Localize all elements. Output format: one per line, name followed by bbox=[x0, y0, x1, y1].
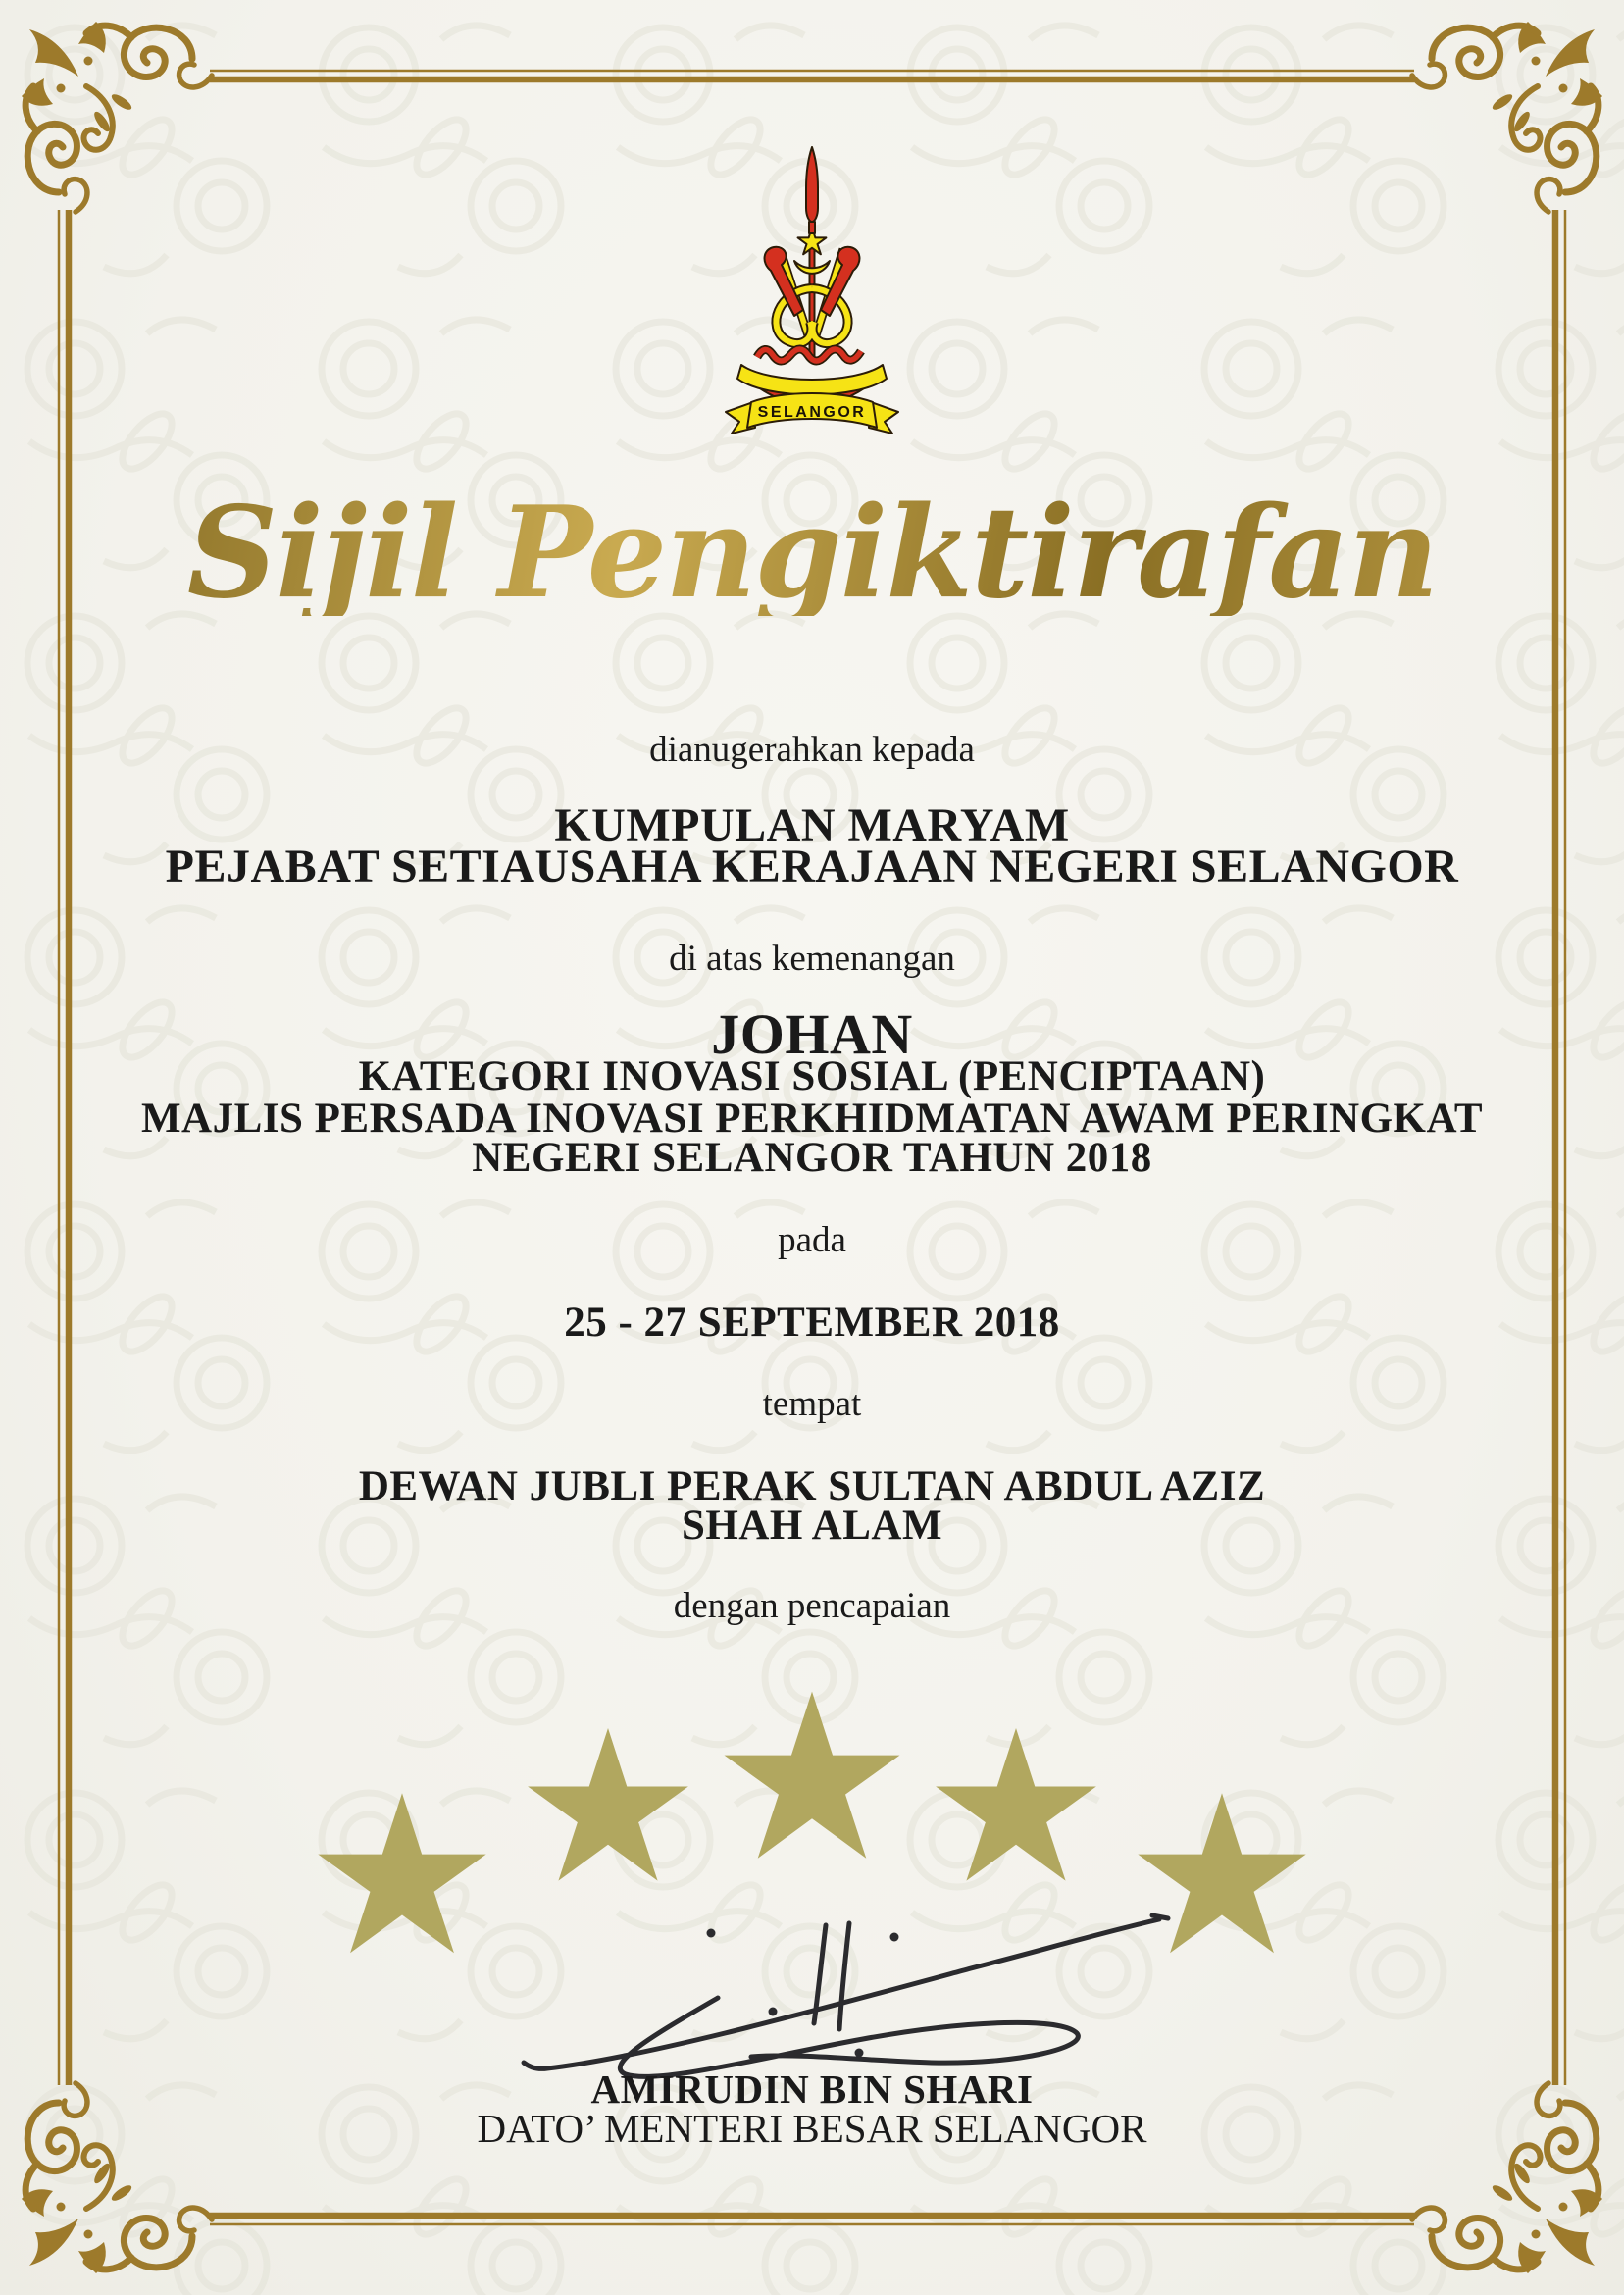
signatory-name: AMIRUDIN BIN SHARI bbox=[590, 2066, 1034, 2112]
star-icon bbox=[314, 1787, 490, 1967]
certificate-title: Sijil Pengiktirafan bbox=[0, 490, 1624, 616]
award-event-line2: NEGERI SELANGOR TAHUN 2018 bbox=[472, 1135, 1152, 1181]
award-event-line1: MAJLIS PERSADA INOVASI PERKHIDMATAN AWAM PERINGKAT bbox=[140, 1096, 1484, 1142]
signature-ink bbox=[510, 1908, 1177, 2079]
star-icon bbox=[720, 1685, 904, 1873]
signatory-title: DATO’ MENTERI BESAR SELANGOR bbox=[477, 2106, 1147, 2151]
venue-line1: DEWAN JUBLI PERAK SULTAN ABDUL AZIZ bbox=[358, 1463, 1266, 1509]
venue-label: tempat bbox=[762, 1384, 862, 1424]
award-category: KATEGORI INOVASI SOSIAL (PENCIPTAAN) bbox=[358, 1053, 1266, 1099]
presented-to-label: dianugerahkan kepada bbox=[649, 730, 975, 770]
star-icon bbox=[524, 1722, 692, 1894]
star-icon bbox=[932, 1722, 1100, 1894]
frame-corner-top-right bbox=[1412, 22, 1602, 212]
achievement-label: dengan pencapaian bbox=[673, 1586, 951, 1626]
award-rank: JOHAN bbox=[711, 1002, 913, 1066]
crest-banner-label: SELANGOR bbox=[757, 404, 867, 421]
date-label: pada bbox=[778, 1220, 846, 1260]
recipient-department: PEJABAT SETIAUSAHA KERAJAAN NEGERI SELANGOR bbox=[165, 841, 1459, 892]
reason-label: di atas kemenangan bbox=[669, 939, 955, 979]
frame-corner-top-left bbox=[22, 22, 212, 212]
venue-line2: SHAH ALAM bbox=[681, 1503, 943, 1549]
recipient-name: KUMPULAN MARYAM bbox=[554, 799, 1070, 851]
selangor-crest-icon bbox=[712, 143, 912, 437]
date-value: 25 - 27 SEPTEMBER 2018 bbox=[564, 1300, 1060, 1346]
